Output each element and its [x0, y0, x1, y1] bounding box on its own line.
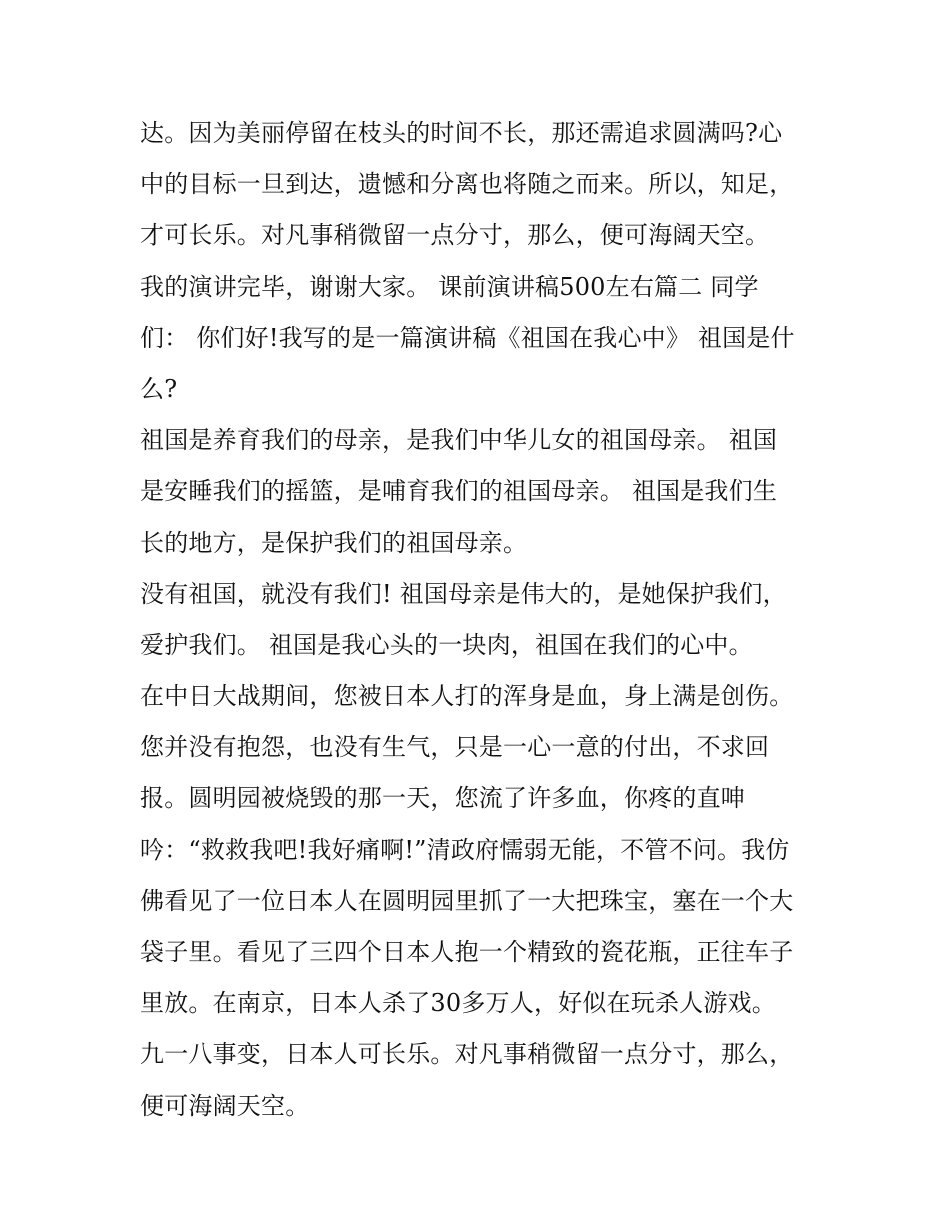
text-line: 没有祖国，就没有我们! 祖国母亲是伟大的，是她保护我们，: [140, 579, 787, 608]
text-line: 长的地方，是保护我们的祖国母亲。: [140, 528, 528, 557]
text-line: 报。圆明园被烧毁的那一天，您流了许多血，你疼的直呻: [140, 784, 745, 813]
text-line: 便可海阔天空。: [140, 1091, 310, 1120]
text-line: 吟：“救救我吧!我好痛啊!”清政府懦弱无能，不管不问。我仿: [140, 835, 790, 864]
text-line: 达。因为美丽停留在枝头的时间不长，那还需追求圆满吗?心: [140, 119, 783, 147]
text-line: 中的目标一旦到达，遗憾和分离也将随之而来。所以，知足，: [140, 170, 794, 199]
body-text: [140, 108, 820, 1132]
text-line: 们： 你们好!我写的是一篇演讲稿《祖国在我心中》 祖国是什: [140, 323, 795, 352]
text-line: 是安睡我们的摇篮，是哺育我们的祖国母亲。 祖国是我们生: [140, 477, 778, 506]
text-line: 九一八事变，日本人可长乐。对凡事稍微留一点分寸，那么，: [140, 1040, 794, 1069]
text-line: 在中日大战期间，您被日本人打的浑身是血，身上满是创伤。: [140, 682, 794, 711]
text-line: 爱护我们。 祖国是我心头的一块肉，祖国在我们的心中。: [140, 630, 753, 659]
text-line: 里放。在南京，日本人杀了30多万人，好似在玩杀人游戏。: [140, 989, 776, 1018]
text-line: 袋子里。看见了三四个日本人抱一个精致的瓷花瓶，正往车子: [140, 938, 794, 966]
text-line: 您并没有抱怨，也没有生气，只是一心一意的付出，不求回: [140, 733, 770, 762]
text-line: 我的演讲完毕，谢谢大家。 课前演讲稿500左右篇二 同学: [140, 272, 759, 301]
text-line: 才可长乐。对凡事稍微留一点分寸，那么，便可海阔天空。: [140, 221, 770, 250]
text-line: 祖国是养育我们的母亲，是我们中华儿女的祖国母亲。 祖国: [140, 426, 778, 455]
text-line: 么?: [140, 374, 178, 403]
text-line: 佛看见了一位日本人在圆明园里抓了一大把珠宝，塞在一个大: [140, 886, 794, 915]
